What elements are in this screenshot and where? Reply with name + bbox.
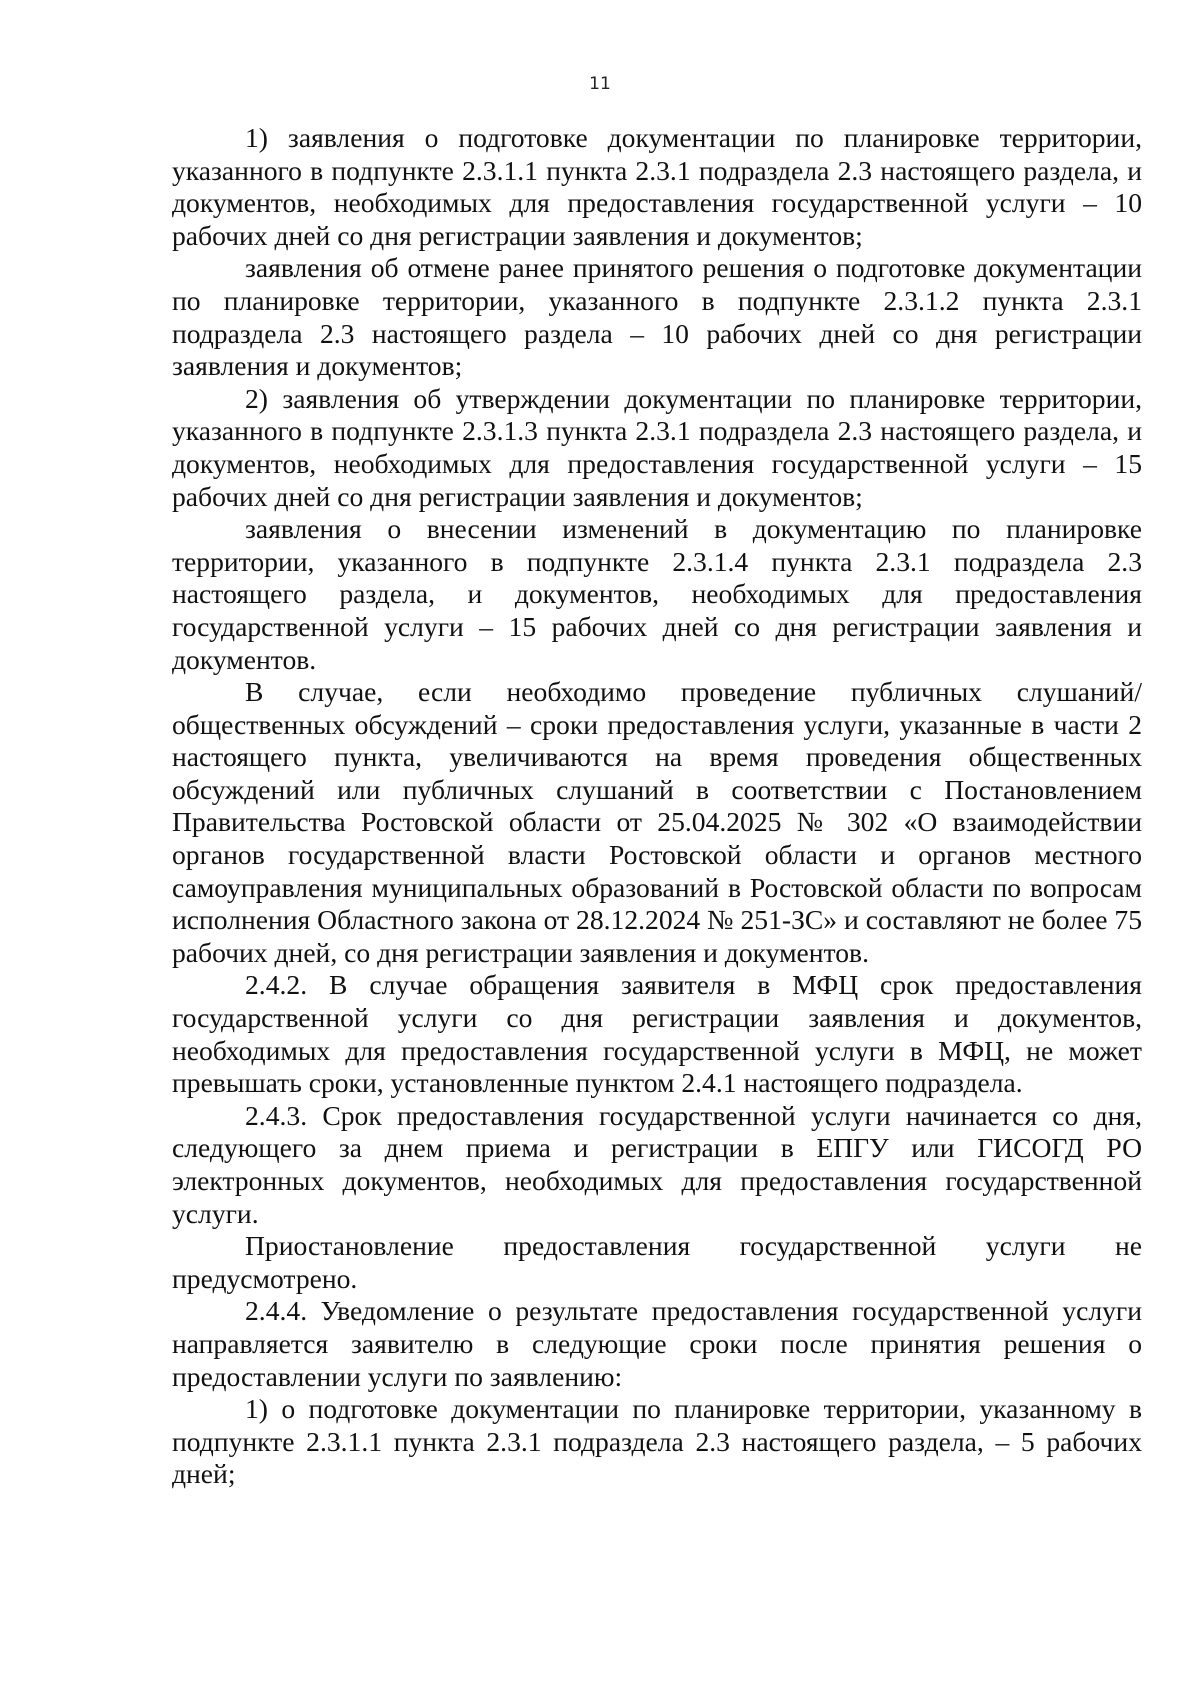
paragraph-public-hearings: В случае, если необходимо проведение публичных слушаний/общественных обсуждений – сроки предоставления услуги, указанные в части 2 настоящего пункта, увеличиваются на время проведения общественных обсуждений или публичных слушаний в соответствии с Постановлением Правительства Ростовской области от 25.04.2025 № 302 «О взаимодействии органов государственной власти Ростовской области и органов местного самоуправления муниципальных образований в Ростовской области по вопросам исполнения Областного закона от 28.12.2024 № 251-ЗС» и составляют не более 75 рабочих дней, со дня регистрации заявления и документов. [172,676,1142,968]
paragraph-2-4-3-term-start: 2.4.3. Срок предоставления государственной услуги начинается со дня, следующего за днем приема и регистрации в ЕПГУ или ГИСОГД РО электронных документов, необходимых для предоставления государственной услуги. [172,1099,1142,1229]
paragraph-2-4-4-notification: 2.4.4. Уведомление о результате предоставления государственной услуги направляется заявителю в следующие сроки после принятия решения о предоставлении услуги по заявлению: [172,1295,1142,1392]
paragraph-2-4-2-mfc-term: 2.4.2. В случае обращения заявителя в МФЦ срок предоставления государственной услуги со дня регистрации заявления и документов, необходимых для предоставления государственной услуги в МФЦ, не может превышать сроки, установленные пунктом 2.4.1 настоящего подраздела. [172,969,1142,1099]
paragraph-application-cancellation: заявления об отмене ранее принятого решения о подготовке документации по планировке территории, указанного в подпункте 2.3.1.2 пункта 2.3.1 подраздела 2.3 настоящего раздела – 10 рабочих дней со дня регистрации заявления и документов; [172,252,1142,382]
paragraph-item-2-application-approval: 2) заявления об утверждении документации по планировке территории, указанного в подпункте 2.3.1.3 пункта 2.3.1 подраздела 2.3 настоящего раздела, и документов, необходимых для предоставления государственной услуги – 15 рабочих дней со дня регистрации заявления и документов; [172,382,1142,512]
paragraph-item-1-application-preparation: 1) заявления о подготовке документации по планировке территории, указанного в подпункте 2.3.1.1 пункта 2.3.1 подраздела 2.3 настоящего раздела, и документов, необходимых для предоставления государственной услуги – 10 рабочих дней со дня регистрации заявления и документов; [172,122,1142,251]
paragraph-application-amendments: заявления о внесении изменений в документацию по планировке территории, указанного в подпункте 2.3.1.4 пункта 2.3.1 подраздела 2.3 настоящего раздела, и документов, необходимых для предоставления государственной услуги – 15 рабочих дней со дня регистрации заявления и документов. [172,513,1142,675]
paragraph-notification-item-1: 1) о подготовке документации по планировке территории, указанному в подпункте 2.3.1.1 пункта 2.3.1 подраздела 2.3 настоящего раздела, – 5 рабочих дней; [172,1393,1142,1490]
page-number: 11 [589,74,611,94]
paragraph-suspension: Приостановление предоставления государственной услуги не предусмотрено. [172,1230,1142,1294]
document-body [172,122,1142,1491]
